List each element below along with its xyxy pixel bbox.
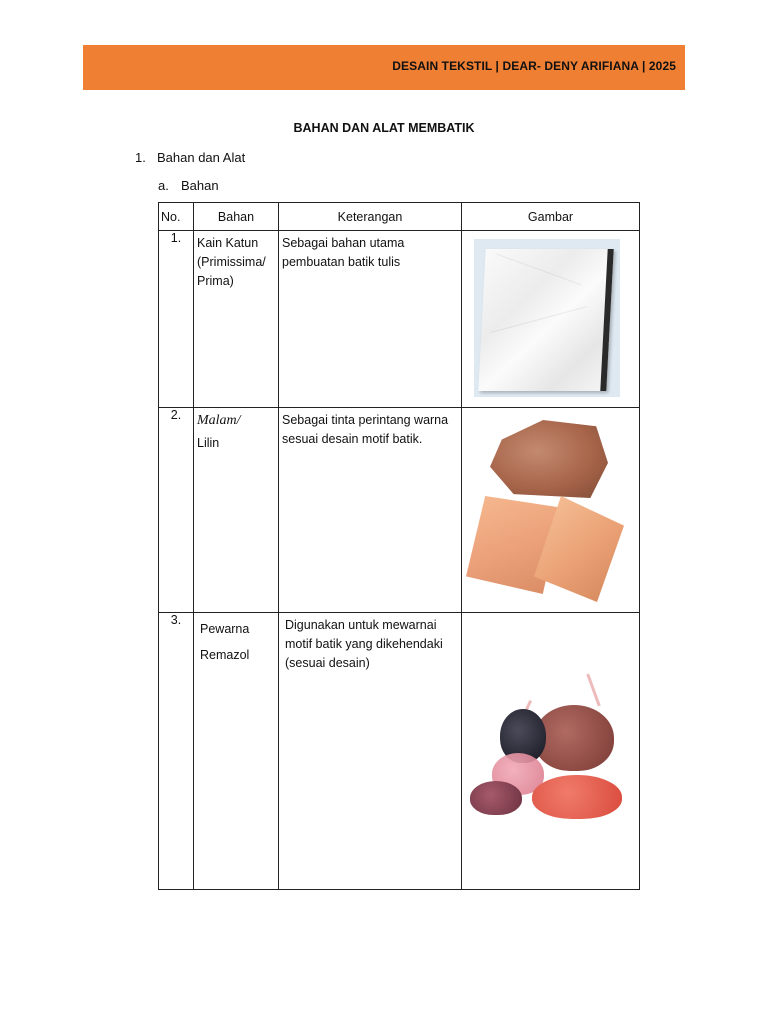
header-text: DESAIN TEKSTIL | DEAR- DENY ARIFIANA | 2025 [392, 59, 676, 73]
gambar-cell [462, 231, 640, 408]
bahan-cell [194, 408, 279, 613]
batik-wax-blocks-image [462, 408, 639, 612]
keterangan-cell [279, 408, 462, 613]
table-row [159, 231, 640, 408]
document-title: BAHAN DAN ALAT MEMBATIK [293, 121, 475, 135]
section-1-heading [135, 150, 245, 165]
section-1a-heading [158, 178, 219, 193]
keterangan-line: pembuatan batik tulis [282, 255, 401, 269]
gambar-cell [462, 408, 640, 613]
section-1a-label: Bahan [181, 178, 219, 193]
header-bahan: Bahan [194, 203, 279, 231]
row-number: 3. [159, 613, 194, 890]
bahan-line: Pewarna [200, 622, 250, 636]
header-keterangan: Keterangan [279, 203, 462, 231]
keterangan-line: sesuai desain motif batik. [282, 432, 423, 446]
remazol-dye-bags-image [462, 613, 639, 889]
bahan-cell [194, 231, 279, 408]
gambar-cell [462, 613, 640, 890]
keterangan-line: (sesuai desain) [285, 656, 370, 670]
header-gambar: Gambar [462, 203, 640, 231]
bahan-line: Remazol [200, 648, 250, 662]
section-1a-number: a. [158, 178, 169, 193]
section-1-label: Bahan dan Alat [157, 150, 246, 165]
bahan-line: Prima) [197, 274, 234, 288]
bahan-cell [194, 613, 279, 890]
row-number: 1. [159, 231, 194, 408]
header-band [83, 45, 685, 90]
header-no: No. [159, 203, 194, 231]
keterangan-line: Sebagai bahan utama [282, 236, 405, 250]
table-header-row [159, 203, 640, 231]
section-1-number: 1. [135, 150, 146, 165]
keterangan-line: Digunakan untuk mewarnai [285, 618, 437, 632]
bahan-line: (Primissima/ [197, 255, 266, 269]
keterangan-cell [279, 613, 462, 890]
keterangan-line: Sebagai tinta perintang warna [282, 413, 449, 427]
white-cotton-cloth-image [462, 231, 639, 407]
row-number: 2. [159, 408, 194, 613]
keterangan-line: motif batik yang dikehendaki [285, 637, 443, 651]
table-row [159, 408, 640, 613]
keterangan-cell [279, 231, 462, 408]
bahan-line: Lilin [197, 436, 220, 450]
bahan-line: Malam/ [197, 413, 241, 428]
bahan-line: Kain Katun [197, 236, 259, 250]
table-row [159, 613, 640, 890]
bahan-table [158, 202, 640, 890]
